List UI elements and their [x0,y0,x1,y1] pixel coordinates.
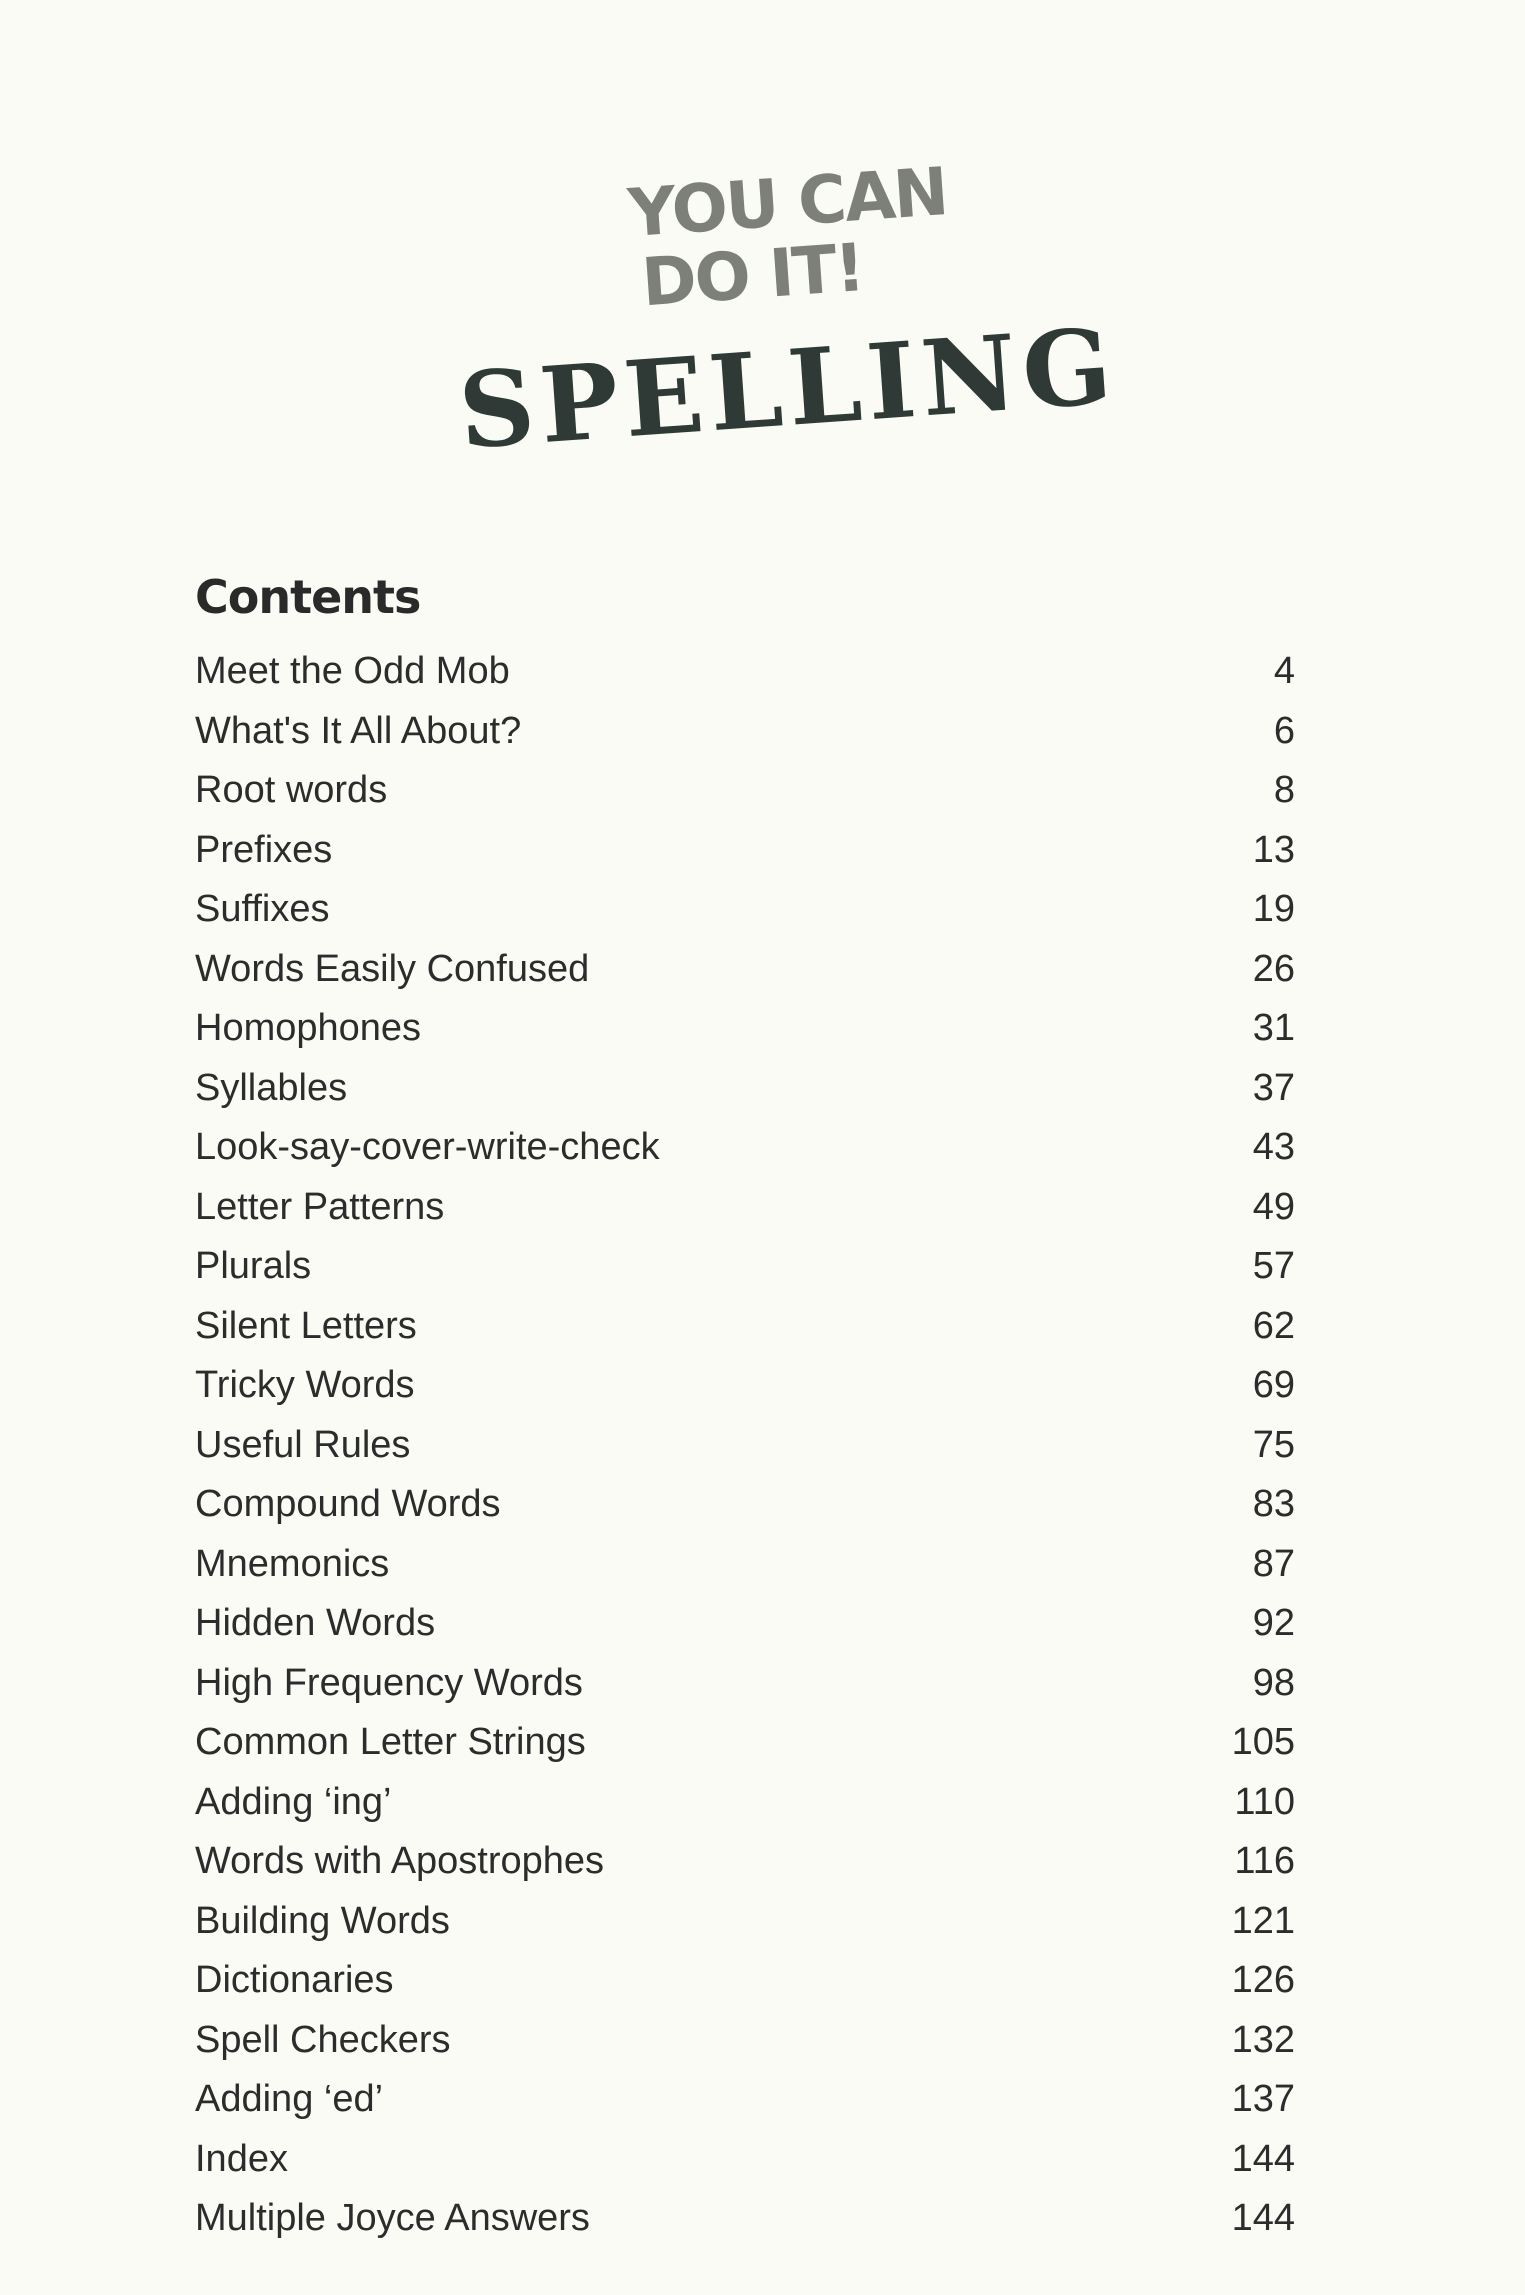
contents-heading: Contents [195,570,421,624]
toc-entry-page: 137 [1231,2078,1295,2121]
toc-entry [195,1594,1295,1654]
toc-entry-label: Plurals [195,1245,312,1288]
toc-entry-label: Dictionaries [195,1959,394,2002]
toc-entry [195,821,1295,881]
logo-line-2: DO IT! [639,229,866,322]
toc-entry-label: Compound Words [195,1483,501,1526]
toc-entry-page: 126 [1231,1959,1295,2002]
toc-entry-label: Homophones [195,1007,422,1050]
toc-entry [195,880,1295,940]
toc-entry-page: 26 [1252,947,1295,990]
toc-entry-page: 98 [1252,1661,1295,1704]
toc-entry-page: 144 [1231,2137,1295,2180]
toc-entry [195,1654,1295,1714]
toc-entry [195,1773,1295,1833]
toc-entry-page: 132 [1231,2018,1295,2061]
toc-entry-page: 83 [1252,1483,1295,1526]
toc-entry-page: 31 [1252,1007,1295,1050]
toc-entry-label: Hidden Words [195,1602,436,1645]
toc-entry [195,2070,1295,2130]
toc-entry [195,761,1295,821]
toc-entry-page: 87 [1252,1542,1295,1585]
book-title: SPELLING [455,304,1122,473]
toc-entry-label: Root words [195,769,388,812]
logo-line-1: YOU CAN [625,153,950,253]
toc-entry-label: Common Letter Strings [195,1721,586,1764]
toc-entry-label: Spell Checkers [195,2018,451,2061]
toc-entry [195,1713,1295,1773]
toc-entry [195,2189,1295,2249]
toc-entry-page: 121 [1231,1899,1295,1942]
toc-entry-label: Tricky Words [195,1364,415,1407]
toc-entry-label: Look-say-cover-write-check [195,1126,660,1169]
toc-entry-label: Suffixes [195,888,330,931]
toc-entry-label: Words with Apostrophes [195,1840,605,1883]
toc-entry-label: Syllables [195,1066,348,1109]
toc-entry-label: Useful Rules [195,1423,411,1466]
toc-entry-page: 57 [1252,1245,1295,1288]
toc-entry [195,1178,1295,1238]
toc-entry [195,1297,1295,1357]
toc-entry [195,1475,1295,1535]
toc-entry-label: Multiple Joyce Answers [195,2197,590,2240]
toc-entry [195,702,1295,762]
toc-entry-page: 92 [1252,1602,1295,1645]
toc-entry [195,999,1295,1059]
toc-entry-page: 110 [1234,1780,1295,1823]
toc-entry-page: 75 [1252,1423,1295,1466]
toc-entry-page: 69 [1252,1364,1295,1407]
toc-entry-page: 105 [1231,1721,1295,1764]
table-of-contents [195,642,1295,2249]
you-can-do-it-logo [596,155,985,321]
toc-entry [195,1832,1295,1892]
toc-entry-page: 19 [1252,888,1295,931]
toc-entry-page: 144 [1231,2197,1295,2240]
toc-entry-label: What's It All About? [195,709,522,752]
toc-entry-page: 62 [1252,1304,1295,1347]
toc-entry [195,1118,1295,1178]
toc-entry-label: Prefixes [195,828,333,871]
toc-entry-page: 49 [1252,1185,1295,1228]
toc-entry-page: 43 [1252,1126,1295,1169]
toc-entry [195,2011,1295,2071]
toc-entry-page: 37 [1252,1066,1295,1109]
toc-entry-label: Index [195,2137,288,2180]
toc-entry [195,1237,1295,1297]
toc-entry-label: Meet the Odd Mob [195,650,510,693]
toc-entry [195,642,1295,702]
toc-entry-label: Adding ‘ed’ [195,2078,384,2121]
toc-entry-label: Mnemonics [195,1542,390,1585]
toc-entry-label: Words Easily Confused [195,947,590,990]
toc-entry-label: Building Words [195,1899,450,1942]
toc-entry [195,1892,1295,1952]
toc-entry [195,1951,1295,2011]
toc-entry-page: 13 [1252,828,1295,871]
toc-entry-label: High Frequency Words [195,1661,583,1704]
toc-entry [195,1059,1295,1119]
toc-entry-page: 6 [1273,709,1295,752]
toc-entry [195,1416,1295,1476]
toc-entry-label: Letter Patterns [195,1185,445,1228]
toc-entry-label: Adding ‘ing’ [195,1780,392,1823]
toc-entry-label: Silent Letters [195,1304,417,1347]
toc-entry [195,2130,1295,2190]
toc-entry [195,1356,1295,1416]
toc-entry [195,1535,1295,1595]
toc-entry-page: 4 [1273,650,1295,693]
toc-entry-page: 116 [1234,1840,1295,1883]
toc-entry [195,940,1295,1000]
toc-entry-page: 8 [1273,769,1295,812]
